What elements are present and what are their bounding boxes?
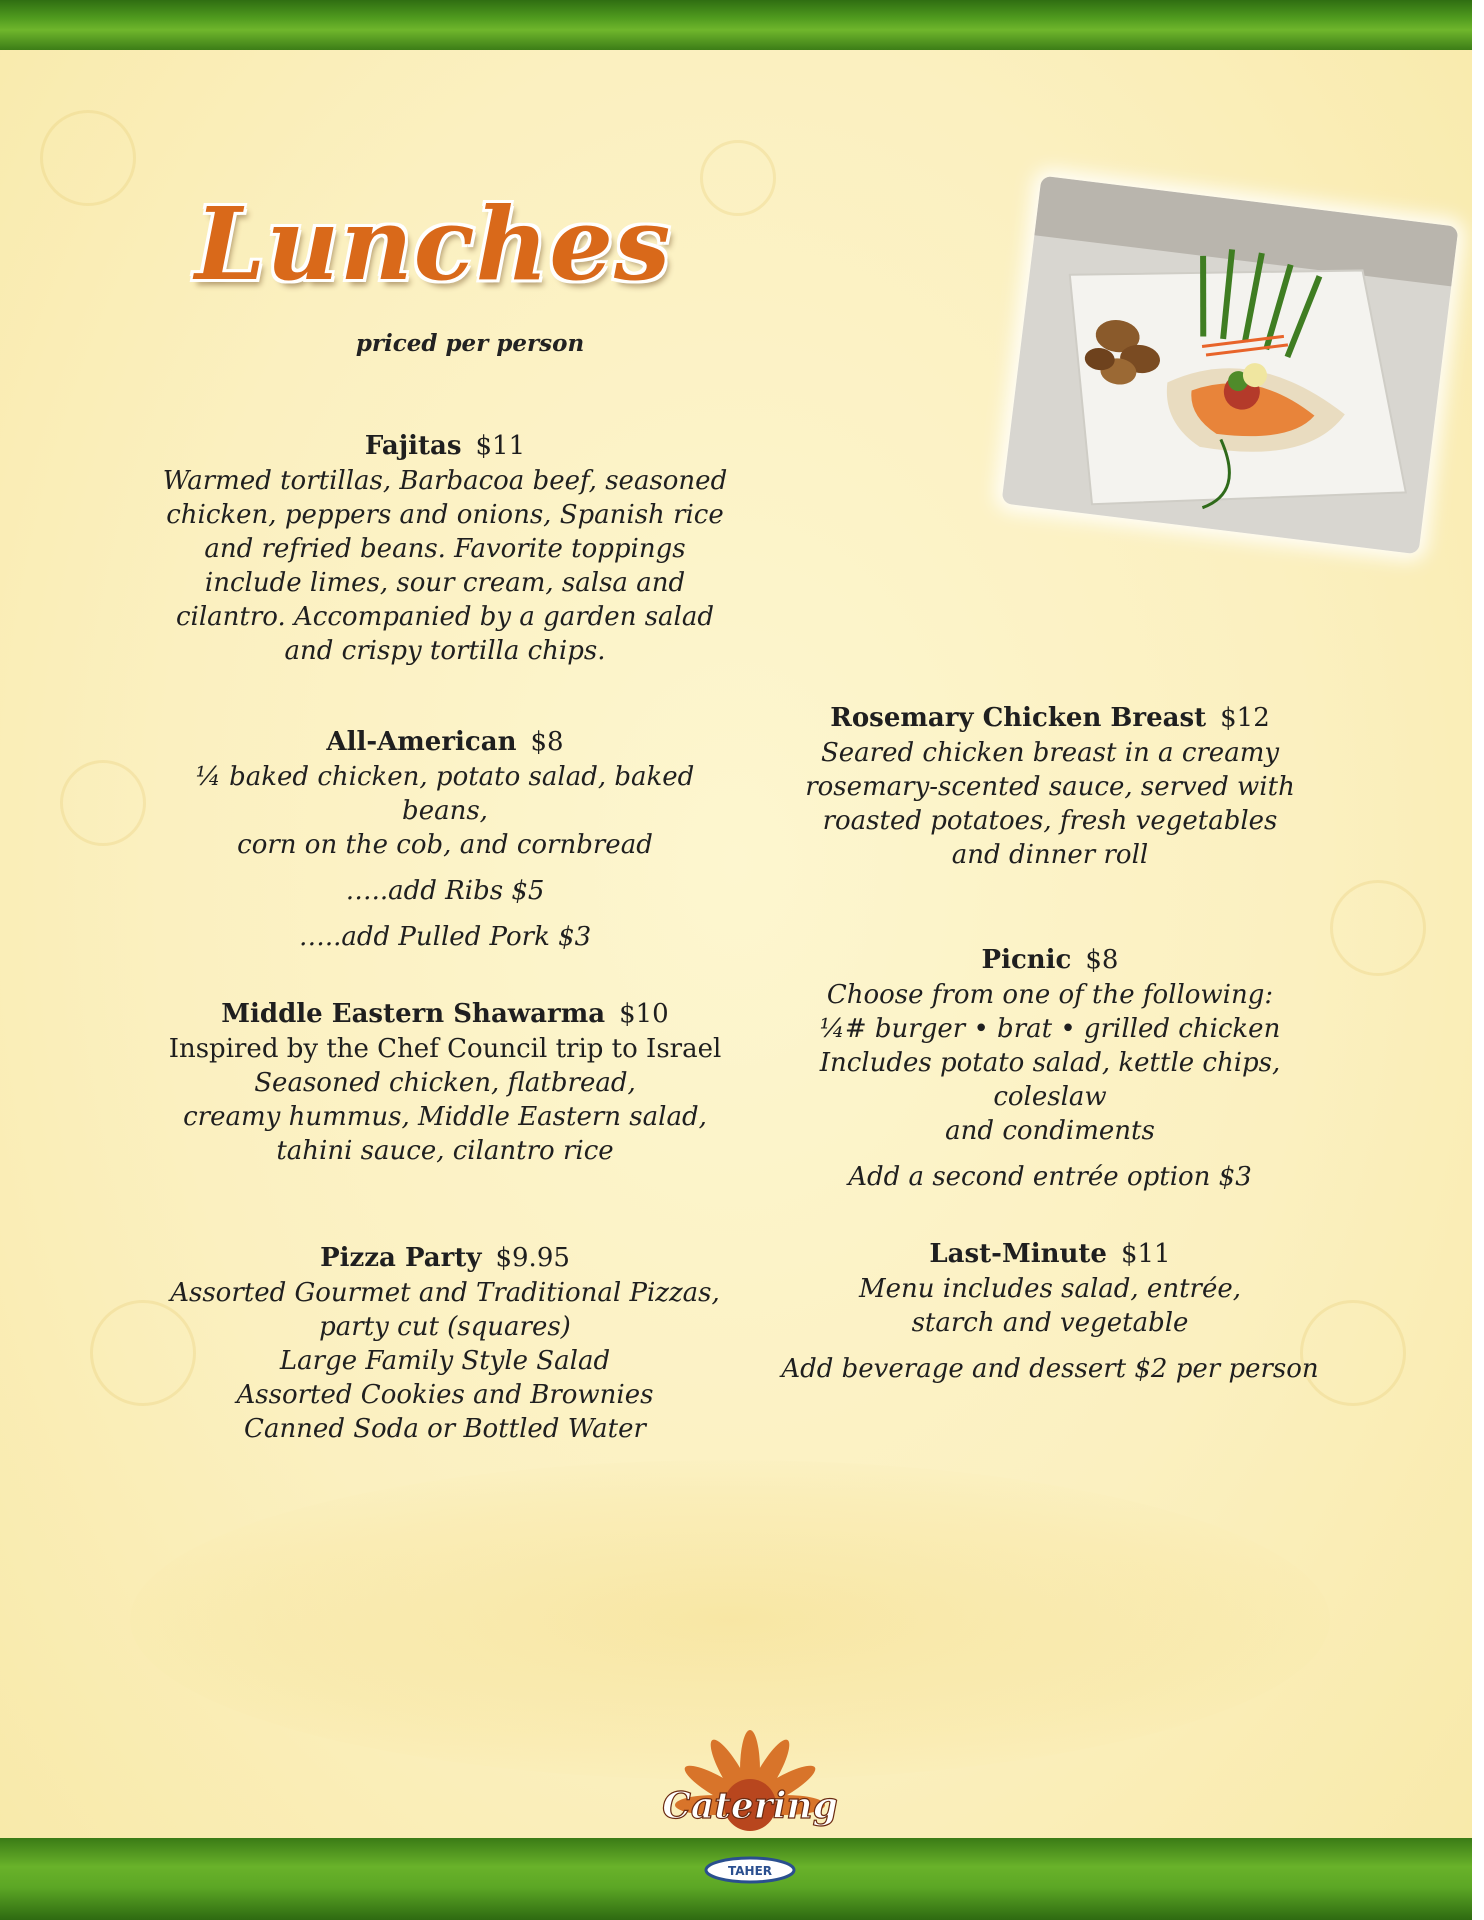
catering-logo [650,1720,850,1900]
catering-logo-icon [650,1720,850,1900]
item-description: starch and vegetable [911,1308,1189,1338]
background-doodle [60,760,146,846]
item-name: Pizza Party [320,1243,482,1273]
background-doodle [1330,880,1426,976]
item-description: and condiments [945,1116,1155,1146]
plated-fish-icon [1001,176,1458,555]
item-price: $12 [1220,703,1270,733]
background-doodle [700,140,776,216]
item-description: include limes, sour cream, salsa and [204,568,686,598]
item-description: tahini sauce, cilantro rice [276,1136,614,1166]
item-addon: Add a second entrée option $3 [848,1162,1252,1192]
item-description: corn on the cob, and cornbread [237,830,653,860]
item-description: Canned Soda or Bottled Water [244,1414,646,1444]
item-addon: Add beverage and dessert $2 per person [781,1354,1319,1384]
item-description: ¼# burger • brat • grilled chicken [819,1014,1281,1044]
item-description: Seasoned chicken, flatbread, [254,1068,636,1098]
item-price: $11 [475,431,526,461]
svg-text:TAHER: TAHER [727,1864,773,1878]
item-description: rosemary-scented sauce, served with [805,772,1295,802]
item-description: and dinner roll [951,840,1149,870]
item-description: Choose from one of the following: [826,980,1274,1010]
svg-text:Catering: Catering [662,1785,838,1827]
item-description: and crispy tortilla chips. [284,636,606,666]
menu-item-rosemary-chicken [760,700,1340,872]
menu-item-fajitas [160,428,730,668]
item-price: $9.95 [495,1243,570,1273]
item-description: party cut (squares) [319,1312,571,1342]
item-name: Fajitas [364,431,462,461]
item-description: ¼ baked chicken, potato salad, baked beans, [195,762,695,826]
item-price: $8 [1085,945,1119,975]
item-description: cilantro. Accompanied by a garden salad [175,602,715,632]
item-price: $11 [1120,1239,1171,1269]
item-description: and refried beans. Favorite toppings [204,534,686,564]
item-description: Assorted Cookies and Brownies [236,1380,654,1410]
item-intro: Inspired by the Chef Council trip to Israel [168,1034,722,1064]
item-description: Large Family Style Salad [279,1346,611,1376]
menu-item-shawarma [160,996,730,1168]
item-price: $8 [530,727,564,757]
item-description: roasted potatoes, fresh vegetables [822,806,1278,836]
menu-item-all-american [160,724,730,954]
plated-fish-photo [1001,176,1458,555]
item-description: chicken, peppers and onions, Spanish rice [166,500,724,530]
item-addon: …..add Pulled Pork $3 [298,922,592,952]
menu-item-pizza-party [160,1240,730,1446]
item-description: Warmed tortillas, Barbacoa beef, seasoned [162,466,728,496]
item-name: Last-Minute [929,1239,1107,1269]
page-title: Lunches [195,185,672,303]
item-price: $10 [619,999,669,1029]
item-name: All-American [326,727,517,757]
menu-item-last-minute [760,1236,1340,1386]
item-name: Picnic [981,945,1072,975]
page-subtitle: priced per person [355,330,585,357]
item-name: Rosemary Chicken Breast [830,703,1207,733]
item-description: Includes potato salad, kettle chips, coleslaw [819,1048,1281,1112]
menu-item-picnic [760,942,1340,1194]
background-doodle [40,110,136,206]
item-description: creamy hummus, Middle Eastern salad, [183,1102,707,1132]
item-description: Assorted Gourmet and Traditional Pizzas, [170,1278,720,1308]
item-description: Seared chicken breast in a creamy [820,738,1280,768]
item-name: Middle Eastern Shawarma [221,999,606,1029]
item-description: Menu includes salad, entrée, [859,1274,1241,1304]
item-addon: …..add Ribs $5 [345,876,545,906]
top-green-band [0,0,1472,50]
